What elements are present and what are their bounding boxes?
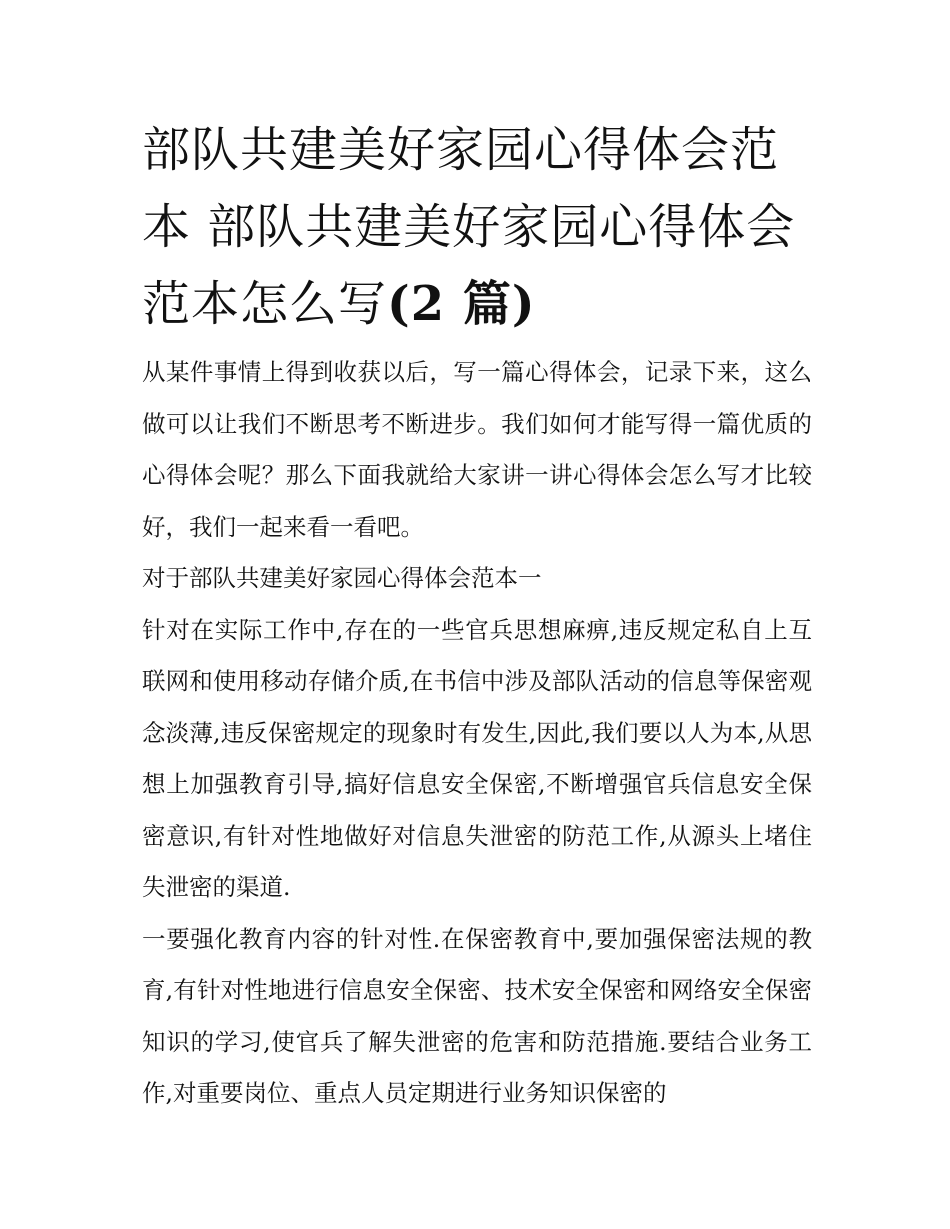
- body-paragraph-1: 针对在实际工作中,存在的一些官兵思想麻痹,违反规定私自上互联网和使用移动存储介质,在书信中涉及部队活动的信息等保密观念淡薄,违反保密规定的现象时有发生,因此,我们要以人为本,从思想上加强教育引导,搞好信息安全保密,不断增强官兵信息安全保密意识,有针对性地做好对信息失泄密的防范工作,从源头上堵住失泄密的渠道.: [142, 615, 812, 901]
- title-line-2: 本 部队共建美好家园心得体会: [142, 199, 796, 255]
- body-paragraph-2: 一要强化教育内容的针对性.在保密教育中,要加强保密法规的教育,有针对性地进行信息安全保密、技术安全保密和网络安全保密知识的学习,使官兵了解失泄密的危害和防范措施.要结合业务工作,对重要岗位、重点人员定期进行业务知识保密的: [142, 924, 812, 1107]
- title-suffix: (2 篇): [387, 276, 536, 332]
- intro-paragraph: 从某件事情上得到收获以后，写一篇心得体会，记录下来，这么做可以让我们不断思考不断进步。我们如何才能写得一篇优质的心得体会呢？那么下面我就给大家讲一讲心得体会怎么写才比较好，我们一起来看一看吧。: [142, 358, 812, 541]
- document-title: [142, 112, 812, 343]
- title-line-3: 范本怎么写: [142, 276, 388, 332]
- title-line-1: 部队共建美好家园心得体会范: [142, 122, 780, 178]
- section-heading: 对于部队共建美好家园心得体会范本一: [142, 564, 542, 592]
- document-page: [142, 112, 812, 1120]
